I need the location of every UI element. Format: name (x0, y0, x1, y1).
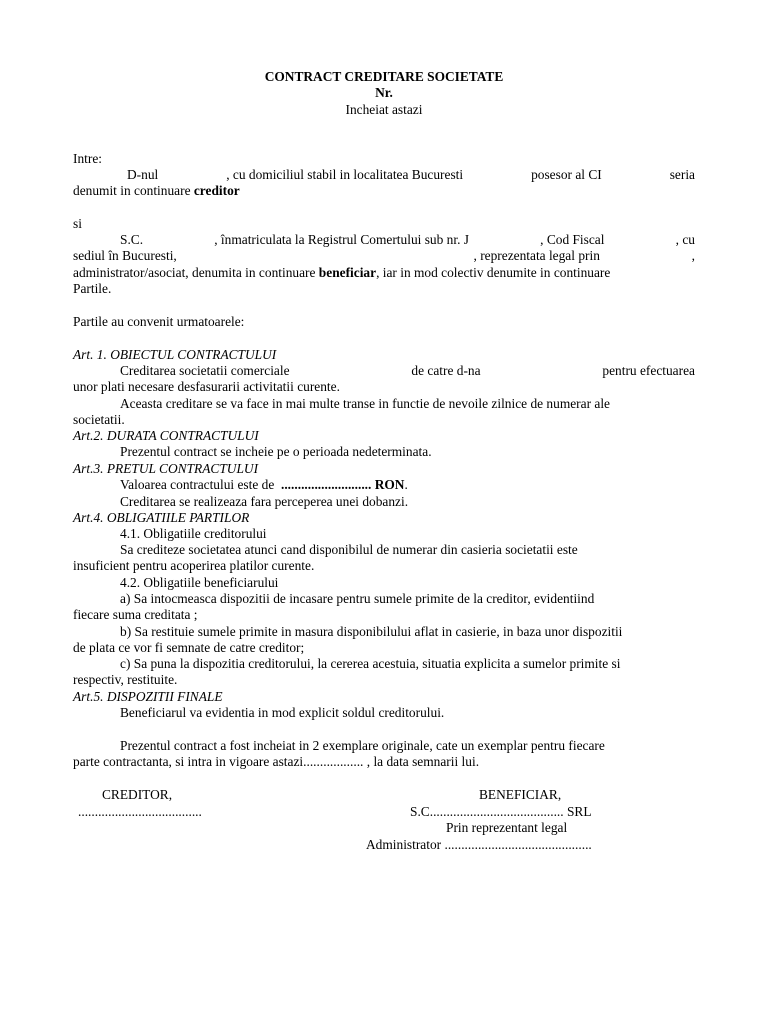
art4-a-line-1: a) Sa intocmeasca dispozitii de incasare pentru sumele primite de la creditor, evidentiind (120, 591, 595, 606)
contract-number: Nr. (375, 85, 393, 100)
document-title: CONTRACT CREDITARE SOCIETATE (264, 69, 504, 84)
art5-p2-line-1: Prezentul contract a fost incheiat in 2 exemplare originale, cate un exemplar pentru fiecare (120, 738, 605, 753)
creditor-term: creditor (193, 183, 240, 198)
art4-s1-line-2: insuficient pentru acoperirea platilor curente. (73, 558, 315, 573)
art4-s1-line-1: Sa crediteze societatea atunci cand disponibilul de numerar din casieria societatii este (120, 542, 578, 557)
art1-p1-line-1: Creditarea societatii comerciale de catre d-na pentru efectuarea (120, 363, 695, 378)
art2-p1: Prezentul contract se incheie pe o perioada nedeterminata. (120, 444, 432, 459)
art4-b-line-1: b) Sa restituie sumele primite in masura disponibilului aflat in casierie, in baza unor dispozitii (120, 624, 623, 639)
art4-a-line-2: fiecare suma creditata ; (73, 607, 198, 622)
art1-p1-line-2: unor plati necesare desfasurarii activitatii curente. (73, 379, 340, 394)
agreed-intro: Partile au convenit urmatoarele: (73, 314, 245, 329)
beneficiar-term: beneficiar (318, 265, 377, 280)
art4-heading: Art.4. OBLIGATIILE PARTILOR (73, 510, 250, 525)
art4-c-line-1: c) Sa puna la dispozitia creditorului, la cererea acestuia, situatia explicita a sumelor primite si (120, 656, 621, 671)
concluded-date: Incheiat astazi (345, 102, 423, 117)
creditor-line-1 (127, 167, 695, 183)
art3-heading: Art.3. PRETUL CONTRACTULUI (73, 461, 259, 476)
company-line-3: administrator/asociat, denumita in continuare beneficiar, iar in mod colectiv denumite in continuare (73, 265, 611, 280)
beneficiar-representative: Prin reprezentant legal (446, 820, 568, 835)
parties-intro: Intre: (73, 151, 102, 166)
art4-b-line-2: de plata ce vor fi semnate de catre creditor; (73, 640, 305, 655)
creditor-domicile: , cu domiciliul stabil in localitatea Bucuresti (226, 167, 464, 182)
company-line-4: Partile. (73, 281, 112, 296)
beneficiar-administrator-line: Administrator ............................................ (366, 837, 592, 852)
art5-p1: Beneficiarul va evidentia in mod explicit soldul creditorului. (120, 705, 445, 720)
creditor-signature-line: ..................................... (78, 804, 202, 819)
beneficiar-company-line: S.C........................................ SRL (410, 804, 592, 819)
art1-p2-line-1: Aceasta creditare se va face in mai multe transe in functie de nevoile zilnice de numerar ale (120, 396, 611, 411)
art4-c-line-2: respectiv, restituite. (73, 672, 178, 687)
art3-p1: Valoarea contractului este de ........................... RON. (120, 477, 408, 492)
art1-heading: Art. 1. OBIECTUL CONTRACTULUI (73, 347, 277, 362)
company-line-1: S.C. , înmatriculata la Registrul Comertului sub nr. J , Cod Fiscal , cu (120, 232, 695, 247)
art4-section-1: 4.1. Obligatiile creditorului (120, 526, 267, 541)
creditor-id-series: seria (669, 167, 695, 182)
creditor-id-card: posesor al CI (531, 167, 602, 182)
creditor-line-2: denumit in continuare creditor (73, 183, 240, 198)
art1-p2-line-2: societatii. (73, 412, 125, 427)
creditor-d-nul: D-nul (127, 167, 159, 182)
parties-and: si (73, 216, 82, 231)
art4-section-2: 4.2. Obligatiile beneficiarului (120, 575, 279, 590)
contract-value: ........................... RON (280, 477, 405, 492)
beneficiar-signature-label: BENEFICIAR, (479, 787, 562, 802)
art2-heading: Art.2. DURATA CONTRACTULUI (73, 428, 259, 443)
company-line-2: sediul în Bucuresti, , reprezentata legal prin , (73, 248, 695, 263)
creditor-signature-label: CREDITOR, (102, 787, 173, 802)
art5-heading: Art.5. DISPOZITII FINALE (73, 689, 223, 704)
art5-p2-line-2: parte contractanta, si intra in vigoare astazi.................. , la data semnarii lui. (73, 754, 480, 769)
art3-p2: Creditarea se realizeaza fara perceperea unei dobanzi. (120, 494, 409, 509)
